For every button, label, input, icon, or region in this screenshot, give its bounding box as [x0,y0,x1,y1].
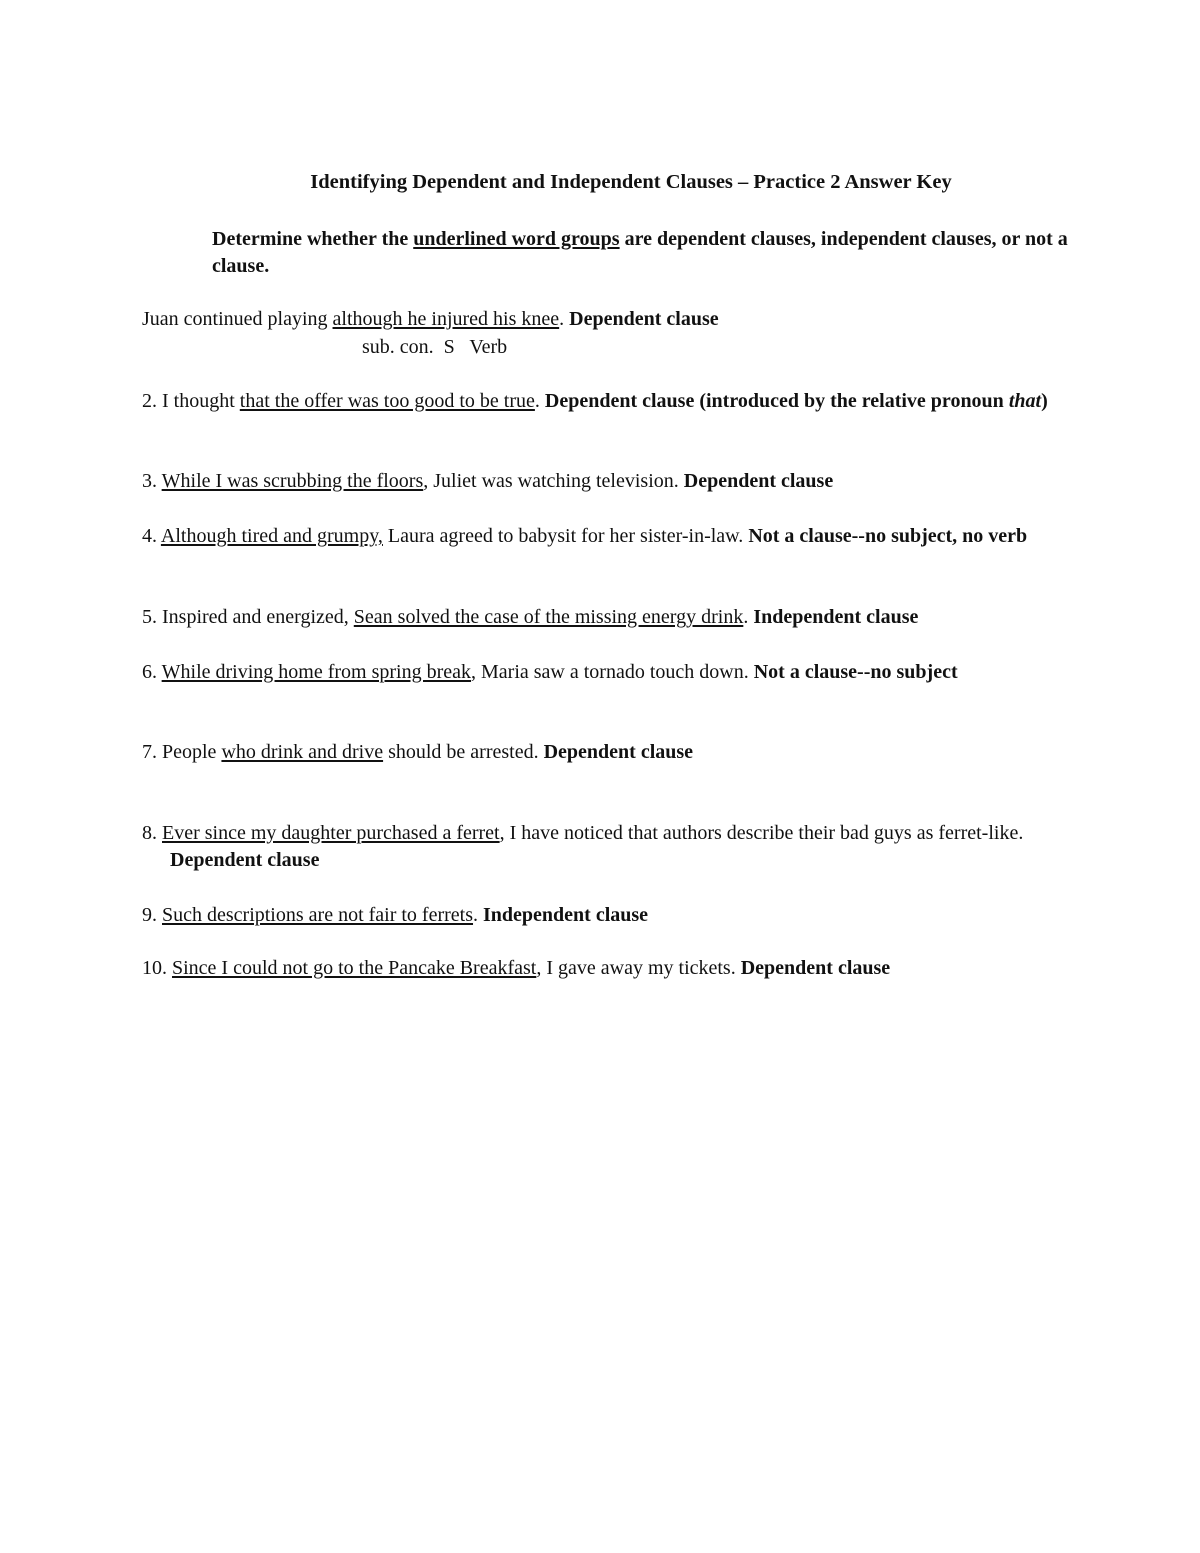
grammar-annotation: sub. con. S Verb [362,336,508,358]
item-text: 8. [142,822,162,844]
instructions-underlined: underlined word groups [413,228,620,250]
item-text: should be arrested. [383,741,544,763]
item-answer: Independent clause [753,606,919,628]
item-text: 2. I thought [142,390,240,412]
item-underlined: While driving home from spring break [161,661,472,683]
exercise-item-2 [142,388,1072,415]
item-underlined: Sean solved the case of the missing energy drink [353,606,744,628]
item-text: , Maria saw a tornado touch down. [471,661,754,683]
item-underlined: Ever since my daughter purchased a ferret [162,822,500,844]
item-text: . [473,904,484,926]
exercise-item-9 [142,902,1072,929]
item-text: Juan continued playing [142,308,333,330]
item-text: 9. [142,904,162,926]
item-answer-italic: that [1008,390,1042,412]
item-text: Laura agreed to babysit for her sister-in-law. [382,525,749,547]
item-underlined: Although tired and grumpy, [160,525,383,547]
instructions [212,226,1092,280]
exercise-item-3 [142,468,1072,495]
exercise-item-1 [142,306,1072,333]
item-answer: Independent clause [483,904,649,926]
exercise-item-5 [142,604,1072,631]
item-answer: Dependent clause [170,849,320,871]
item-underlined: who drink and drive [221,741,384,763]
item-underlined: that the offer was too good to be true [239,390,535,412]
item-underlined: While I was scrubbing the floors [161,470,424,492]
item-text: , Juliet was watching television. [423,470,684,492]
item-text: . [534,390,545,412]
item-underlined: although he injured his knee [332,308,560,330]
exercise-item-6 [142,659,1072,686]
item-text: . [743,606,754,628]
item-underlined: Such descriptions are not fair to ferrets [162,904,474,926]
item-answer: Dependent clause [683,470,834,492]
item-text: , I gave away my tickets. [536,957,741,979]
item-text: 7. People [142,741,222,763]
document-title: Identifying Dependent and Independent Clauses – Practice 2 Answer Key [310,171,952,193]
item-answer: Dependent clause [740,957,891,979]
exercise-item-4 [142,523,1072,550]
item-text: 4. [142,525,161,547]
exercise-item-10 [142,955,1072,982]
item-text: 6. [142,661,162,683]
item-text: 3. [142,470,162,492]
exercise-item-8 [142,820,1040,874]
item-text: , I have noticed that authors describe their bad guys as ferret-like. [499,822,1024,844]
item-answer: Not a clause--no subject [753,661,958,683]
item-answer: Dependent clause [569,308,719,330]
item-text: . [559,308,570,330]
item-answer: Not a clause--no subject, no verb [748,525,1028,547]
item-answer: Dependent clause [543,741,694,763]
instructions-post: are dependent clauses, independent clauses, or not a clause. [212,228,1068,277]
item-answer-end: ) [1041,390,1048,412]
item-answer: Dependent clause (introduced by the relative pronoun [544,390,1009,412]
item-text: 5. Inspired and energized, [142,606,354,628]
item-text: 10. [142,957,172,979]
exercise-item-7 [142,739,1072,766]
item-underlined: Since I could not go to the Pancake Breakfast [172,957,537,979]
instructions-pre: Determine whether the [212,228,414,250]
